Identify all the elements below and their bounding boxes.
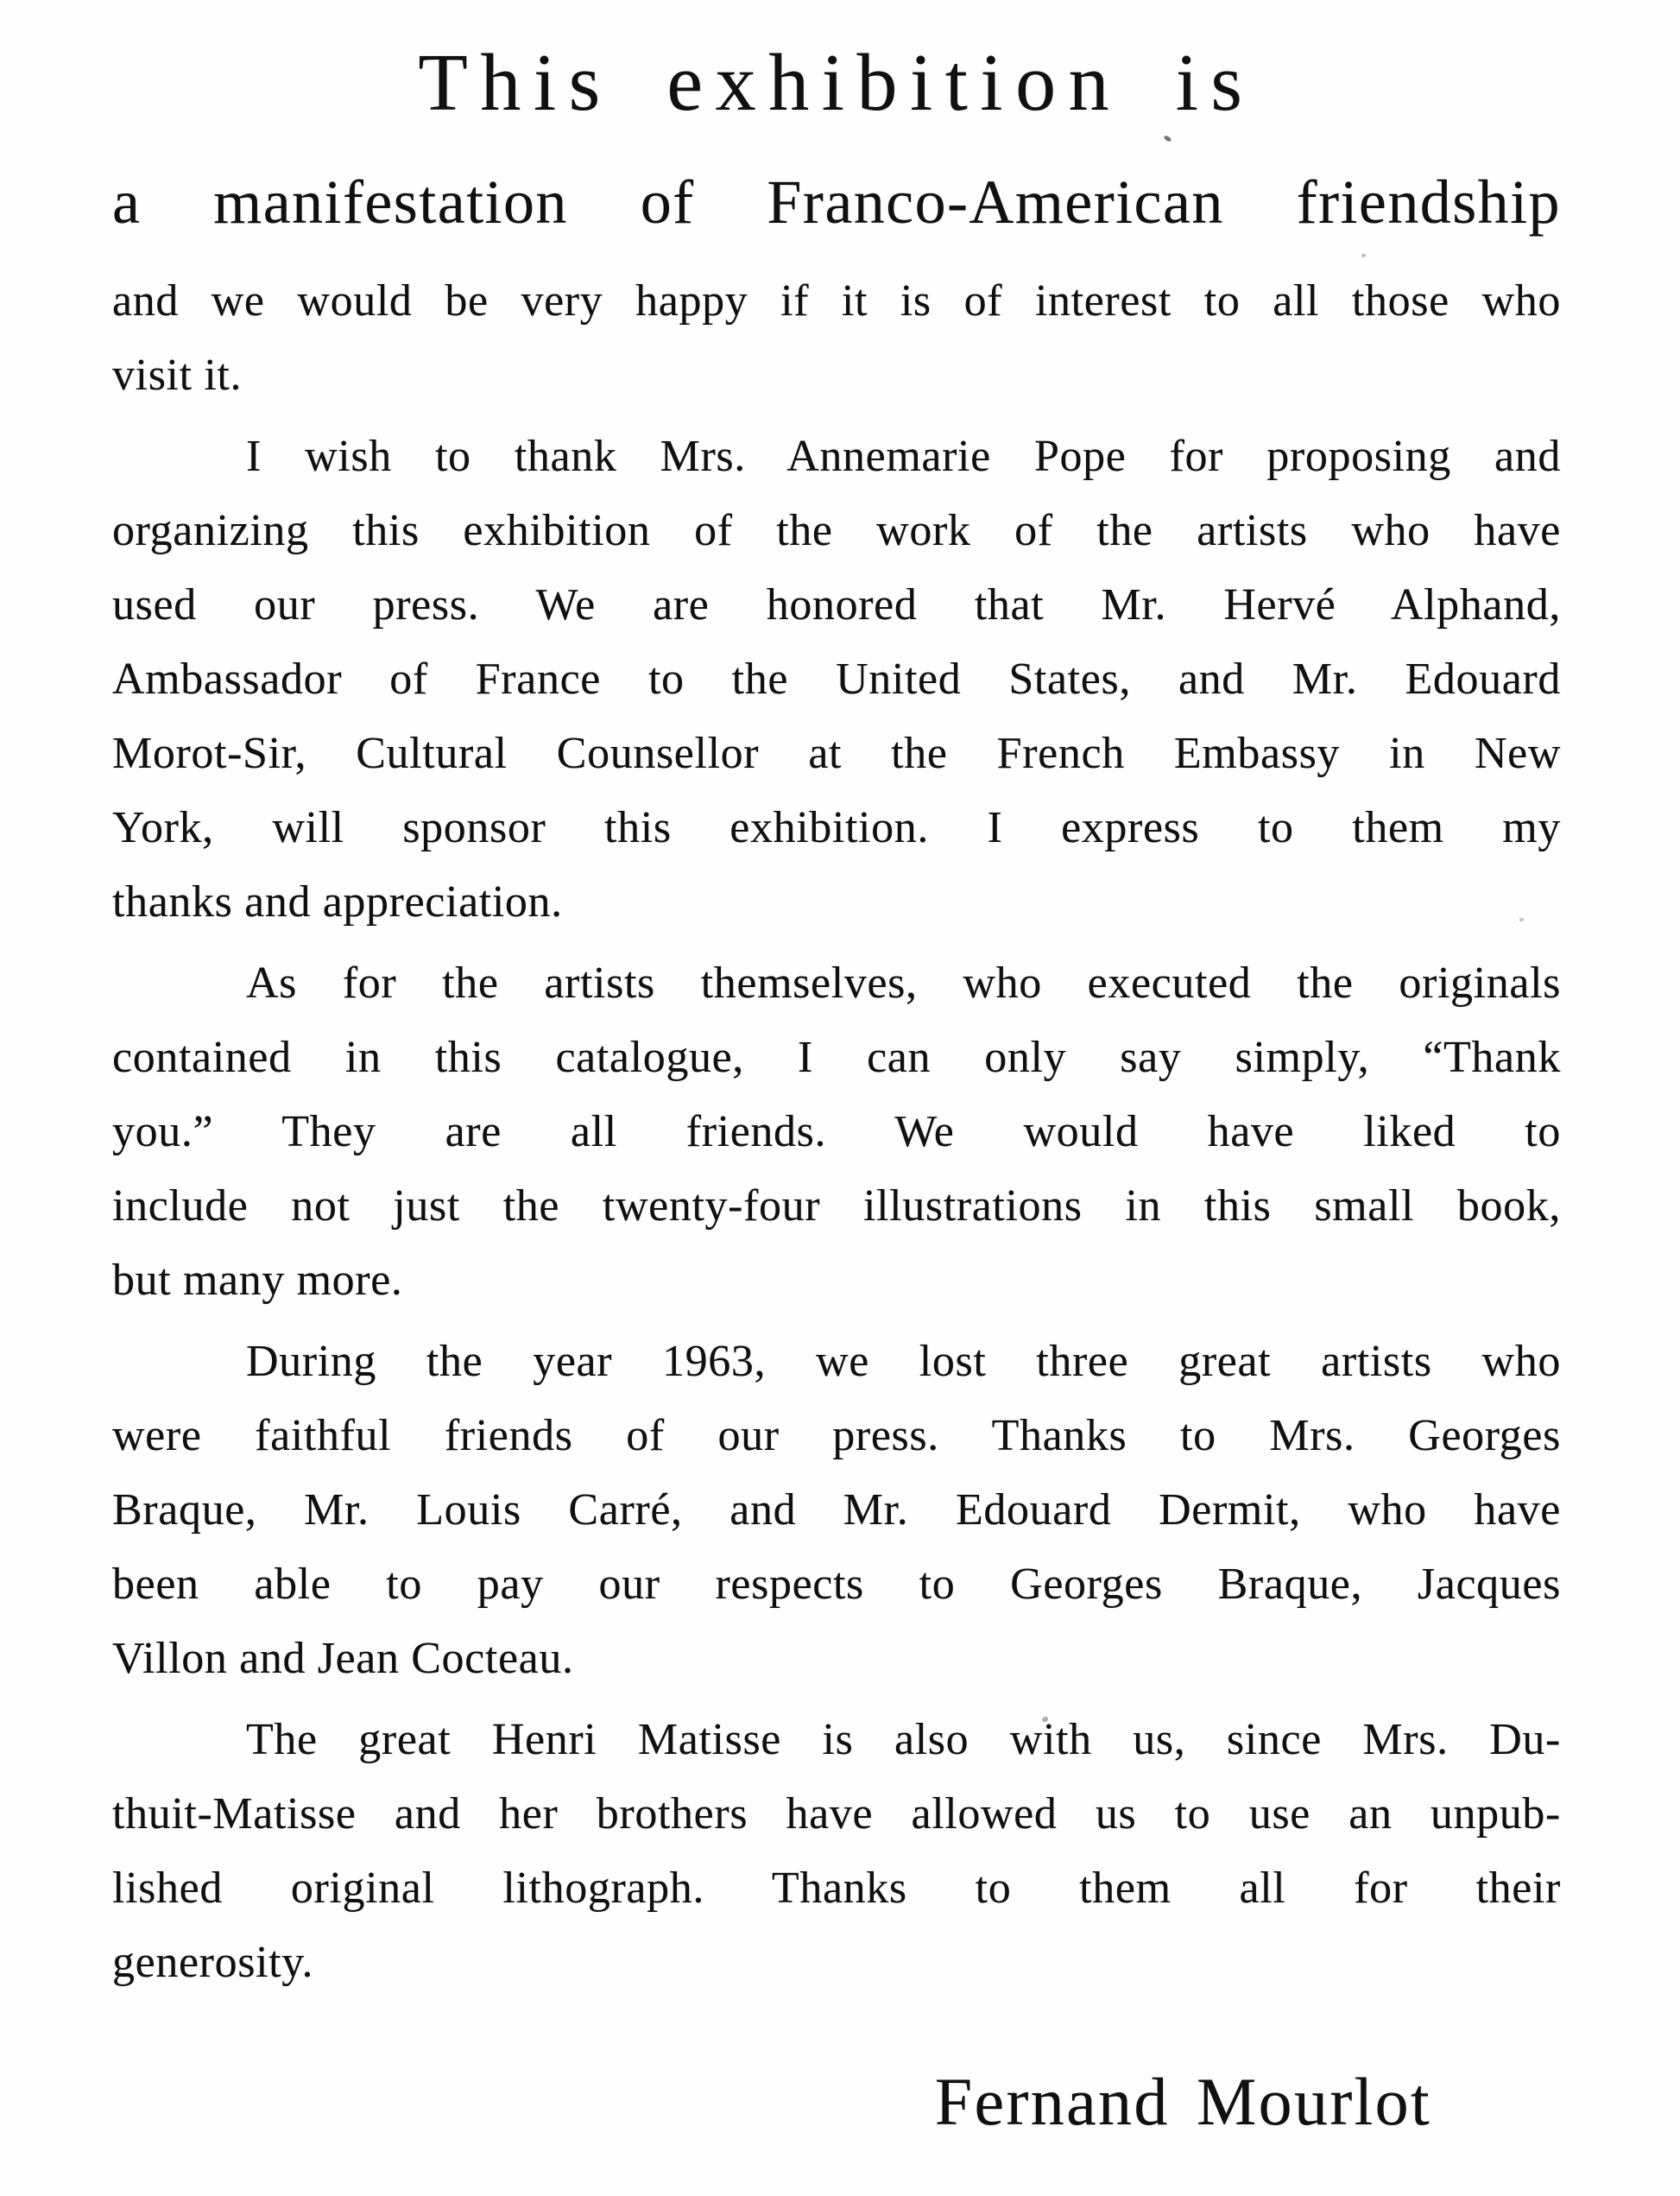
text-line: Ambassador of France to the United States, and Mr. Edouard bbox=[112, 655, 1561, 704]
text-line: During the year 1963, we lost three great artists who bbox=[246, 1337, 1561, 1386]
text-line: and we would be very happy if it is of interest to all those who bbox=[112, 276, 1561, 326]
text-line: York, will sponsor this exhibition. I express to them my bbox=[112, 803, 1561, 852]
text-line: you.” They are all friends. We would have liked to bbox=[112, 1107, 1561, 1156]
scan-speck bbox=[1361, 254, 1366, 257]
text-line: but many more. bbox=[112, 1256, 403, 1305]
text-line: visit it. bbox=[112, 351, 243, 400]
text-line: I wish to thank Mrs. Annemarie Pope for proposing and bbox=[246, 432, 1561, 481]
paragraph bbox=[112, 946, 1561, 1318]
text-line: used our press. We are honored that Mr. Hervé Alphand, bbox=[112, 580, 1561, 630]
page-subtitle: a manifestation of Franco-American friendship bbox=[112, 168, 1561, 237]
text-line: The great Henri Matisse is also with us, since Mrs. Du- bbox=[246, 1715, 1561, 1764]
text-line: generosity. bbox=[112, 1938, 314, 1987]
text-line: thanks and appreciation. bbox=[112, 877, 563, 927]
body-text bbox=[112, 264, 1561, 2000]
text-line: Morot-Sir, Cultural Counsellor at the French Embassy in New bbox=[112, 729, 1561, 778]
paragraph bbox=[112, 264, 1561, 413]
paragraph bbox=[112, 420, 1561, 940]
paragraph bbox=[112, 1703, 1561, 2000]
text-line: lished original lithograph. Thanks to them all for their bbox=[112, 1864, 1561, 1913]
text-line: organizing this exhibition of the work of the artists who have bbox=[112, 506, 1561, 555]
text-line: Villon and Jean Cocteau. bbox=[112, 1634, 574, 1683]
text-line: include not just the twenty-four illustrations in this small book, bbox=[112, 1181, 1561, 1231]
paragraph bbox=[112, 1325, 1561, 1696]
text-line: were faithful friends of our press. Thanks to Mrs. Georges bbox=[112, 1411, 1561, 1460]
text-line: thuit-Matisse and her brothers have allowed us to use an unpub- bbox=[112, 1789, 1561, 1838]
page-title: This exhibition is bbox=[418, 38, 1255, 128]
text-line: been able to pay our respects to Georges Braque, Jacques bbox=[112, 1560, 1561, 1609]
text-line: As for the artists themselves, who executed the originals bbox=[246, 959, 1561, 1008]
scan-speck bbox=[1163, 135, 1172, 142]
text-line: Braque, Mr. Louis Carré, and Mr. Edouard Dermit, who have bbox=[112, 1485, 1561, 1535]
signature: Fernand Mourlot bbox=[934, 2064, 1431, 2139]
text-line: contained in this catalogue, I can only say simply, “Thank bbox=[112, 1033, 1561, 1082]
